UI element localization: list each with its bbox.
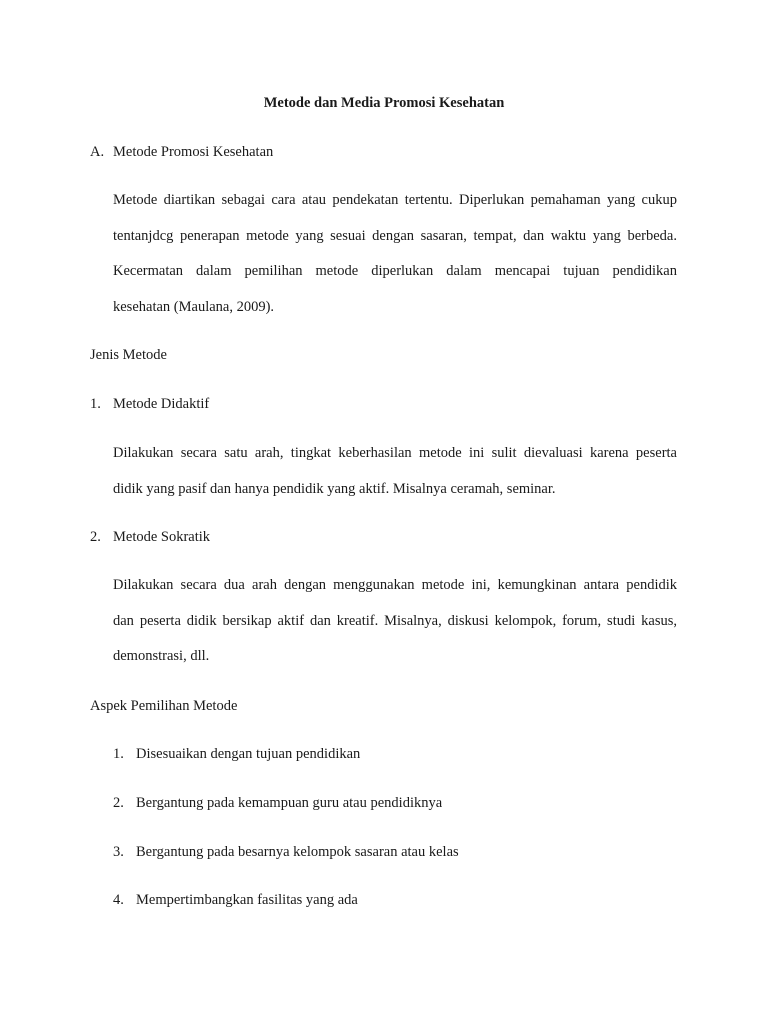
aspek-item-text: Disesuaikan dengan tujuan pendidikan: [136, 746, 361, 762]
method-1-marker: 1.: [90, 396, 101, 412]
method-1-paragraph: [113, 444, 677, 498]
method-2-marker: 2.: [90, 529, 101, 545]
section-a-marker: A.: [90, 144, 105, 160]
method-1-heading: Metode Didaktif: [113, 396, 210, 412]
paragraph-line: didik yang pasif dan hanya pendidik yang aktif. Misalnya ceramah, seminar.: [113, 480, 556, 497]
aspek-item-marker: 4.: [113, 892, 124, 908]
paragraph-line: Dilakukan secara satu arah, tingkat keberhasilan metode ini sulit dievaluasi karena peserta: [113, 445, 677, 461]
aspek-item-text: Bergantung pada besarnya kelompok sasaran atau kelas: [136, 844, 459, 860]
paragraph-line: Dilakukan secara dua arah dengan menggunakan metode ini, kemungkinan antara pendidik: [113, 577, 677, 593]
aspek-item-marker: 1.: [113, 746, 124, 762]
aspek-item-marker: 3.: [113, 844, 124, 860]
aspek-item-marker: 2.: [113, 795, 124, 811]
aspek-heading: Aspek Pemilihan Metode: [90, 698, 238, 714]
paragraph-line: tentanjdcg penerapan metode yang sesuai dengan sasaran, tempat, dan waktu yang berbeda.: [113, 227, 677, 244]
method-2-paragraph: [113, 576, 677, 665]
section-a-heading: Metode Promosi Kesehatan: [113, 144, 274, 160]
aspek-item-text: Bergantung pada kemampuan guru atau pendidiknya: [136, 795, 443, 811]
section-a-paragraph: [113, 191, 677, 316]
paragraph-line: kesehatan (Maulana, 2009).: [113, 298, 275, 315]
paragraph-line: Kecermatan dalam pemilihan metode diperlukan dalam mencapai tujuan pendidikan: [113, 263, 677, 279]
paragraph-line: demonstrasi, dll.: [113, 648, 210, 664]
method-2-heading: Metode Sokratik: [113, 529, 211, 545]
jenis-metode-heading: Jenis Metode: [90, 347, 167, 363]
paragraph-line: Metode diartikan sebagai cara atau pendekatan tertentu. Diperlukan pemahaman yang cukup: [113, 192, 677, 208]
aspek-item-text: Mempertimbangkan fasilitas yang ada: [136, 892, 358, 908]
paragraph-line: dan peserta didik bersikap aktif dan kreatif. Misalnya, diskusi kelompok, forum, studi kasus,: [113, 612, 677, 629]
document-title: Metode dan Media Promosi Kesehatan: [263, 95, 505, 111]
